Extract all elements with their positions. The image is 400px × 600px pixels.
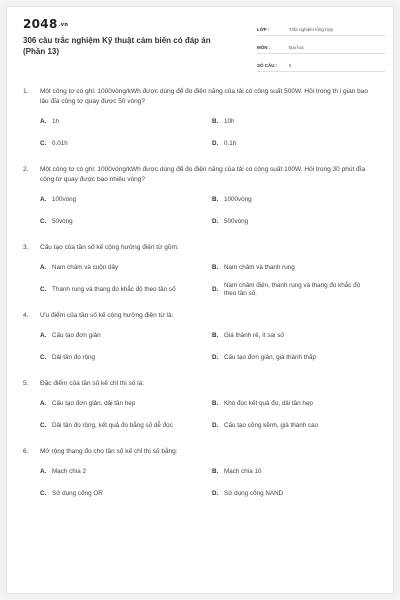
option-letter: C. xyxy=(40,489,47,497)
question-item xyxy=(23,379,393,435)
option-letter: A. xyxy=(40,117,47,125)
option-letter: D. xyxy=(212,421,219,429)
meta-key: SỐ CÂU : xyxy=(257,63,278,68)
option-letter: D. xyxy=(212,139,219,147)
logo-main: 2048 xyxy=(23,17,58,31)
logo-suffix: .vn xyxy=(58,22,69,28)
answer-options xyxy=(40,259,393,299)
question-text: Một công tơ có ghi: 1000vòng/kWh được dùng để đo điện năng của tải có công suất 500W. Hỏi trong th i gian bao lâu đĩa công tơ quay được 50 vòng? xyxy=(40,88,368,105)
answer-option-d[interactable] xyxy=(212,417,384,435)
option-letter: D. xyxy=(212,489,219,497)
answer-option-c[interactable] xyxy=(40,349,212,367)
option-text: Nam châm điện, thanh rung và thang đo khắc độ theo tần số. xyxy=(224,281,361,297)
meta-row-class xyxy=(257,21,385,36)
document-title: 306 câu trắc nghiệm Kỹ thuật cảm biến có đáp án (Phần 13) xyxy=(23,36,211,56)
answer-option-c[interactable] xyxy=(40,281,212,299)
answer-option-b[interactable] xyxy=(212,463,384,481)
answer-option-d[interactable] xyxy=(212,281,384,299)
option-text: Sử dụng cổng NAND xyxy=(224,489,284,497)
option-text: Giá thành rẻ, ít sai số xyxy=(224,331,284,339)
option-text: Sử dụng cổng OR xyxy=(52,489,103,497)
option-text: Cấu tạo đơn giản xyxy=(52,331,101,339)
question-item xyxy=(23,243,393,299)
meta-value: Đại học xyxy=(289,45,305,50)
option-letter: C. xyxy=(40,421,47,429)
question-text: Ưu điểm của tần số kế cộng hưởng điện từ là: xyxy=(40,312,174,319)
option-letter: C. xyxy=(40,353,47,361)
option-letter: A. xyxy=(40,331,47,339)
option-text: 50vòng xyxy=(52,217,73,225)
answer-option-b[interactable] xyxy=(212,191,384,209)
option-letter: D. xyxy=(212,217,219,225)
answer-option-b[interactable] xyxy=(212,113,384,131)
question-number: 4. xyxy=(23,312,29,319)
answer-options xyxy=(40,327,393,367)
option-letter: A. xyxy=(40,195,47,203)
answer-options xyxy=(40,395,393,435)
option-text: Khó đọc kết quả đo, dải tần hẹp xyxy=(224,399,313,407)
answer-option-a[interactable] xyxy=(40,259,212,277)
option-text: 1000vòng xyxy=(224,195,252,203)
answer-option-a[interactable] xyxy=(40,191,212,209)
question-text: Cấu tạo của tần số kế cộng hưởng điện từ gồm: xyxy=(40,244,179,251)
option-letter: D. xyxy=(212,353,219,361)
answer-option-d[interactable] xyxy=(212,213,384,231)
option-letter: C. xyxy=(40,139,47,147)
option-text: Dải tần đo rộng, kết quả đo bằng số dễ đọc xyxy=(52,421,173,429)
option-text: 1h xyxy=(52,117,60,125)
answer-option-b[interactable] xyxy=(212,259,384,277)
question-number: 6. xyxy=(23,448,29,455)
question-item xyxy=(23,165,393,231)
answer-option-a[interactable] xyxy=(40,113,212,131)
option-text: Thanh rung và thang đo khắc độ theo tần số xyxy=(52,285,176,293)
question-number: 3. xyxy=(23,244,29,251)
option-text: Dải tần đo rộng xyxy=(52,353,96,361)
question-number: 5. xyxy=(23,380,29,387)
answer-option-d[interactable] xyxy=(212,135,384,153)
question-item xyxy=(23,311,393,367)
question-item xyxy=(23,447,393,503)
answer-option-d[interactable] xyxy=(212,485,384,503)
option-letter: B. xyxy=(212,195,219,203)
option-letter: B. xyxy=(212,117,219,125)
option-letter: B. xyxy=(212,331,219,339)
option-text: Cấu tạo cồng kềnh, giá thành cao xyxy=(224,421,319,429)
answer-options xyxy=(40,191,393,231)
answer-option-c[interactable] xyxy=(40,213,212,231)
option-letter: B. xyxy=(212,263,219,271)
option-letter: B. xyxy=(212,467,219,475)
question-text: Đặc điểm của tần số kế chỉ thị số là: xyxy=(40,380,145,387)
question-number: 1. xyxy=(23,88,29,95)
meta-key: LỚP : xyxy=(257,27,270,32)
answer-option-b[interactable] xyxy=(212,327,384,345)
meta-key: MÔN : xyxy=(257,45,271,50)
option-letter: C. xyxy=(40,217,47,225)
answer-option-a[interactable] xyxy=(40,327,212,345)
meta-value: 6 xyxy=(289,63,292,68)
answer-option-b[interactable] xyxy=(212,395,384,413)
question-text: Mở rộng thang đo cho tần số kế chỉ thị số bằng: xyxy=(40,448,178,455)
answer-option-c[interactable] xyxy=(40,417,212,435)
option-text: Nam châm và thanh rung xyxy=(224,263,295,271)
option-text: 0.01h xyxy=(52,139,68,147)
option-letter: A. xyxy=(40,467,47,475)
question-item xyxy=(23,87,393,153)
option-text: Cấu tạo đơn giản, dải tần hẹp xyxy=(52,399,136,407)
option-text: Nam châm và cuộn dây xyxy=(52,263,119,271)
answer-option-a[interactable] xyxy=(40,395,212,413)
answer-options xyxy=(40,463,393,503)
meta-row-count xyxy=(257,57,385,72)
option-letter: A. xyxy=(40,263,47,271)
option-text: Cấu tạo đơn giản, giá thành thấp xyxy=(224,353,317,361)
answer-option-c[interactable] xyxy=(40,135,212,153)
document-page xyxy=(6,6,394,594)
question-list xyxy=(7,75,393,503)
answer-options xyxy=(40,113,393,153)
option-text: 500vòng xyxy=(224,217,249,225)
meta-row-subject xyxy=(257,39,385,54)
question-number: 2. xyxy=(23,166,29,173)
option-text: 10h xyxy=(224,117,235,125)
option-text: Mạch chia 10 xyxy=(224,467,262,475)
option-letter: C. xyxy=(40,285,47,293)
answer-option-c[interactable] xyxy=(40,485,212,503)
option-letter: D. xyxy=(212,285,219,293)
meta-value: Trắc nghiệm tổng hợp xyxy=(289,27,334,32)
option-text: 0.1h xyxy=(224,139,237,147)
document-header xyxy=(7,7,393,75)
option-letter: B. xyxy=(212,399,219,407)
option-letter: A. xyxy=(40,399,47,407)
option-text: Mạch chia 2 xyxy=(52,467,86,475)
meta-info xyxy=(257,21,385,72)
answer-option-d[interactable] xyxy=(212,349,384,367)
answer-option-a[interactable] xyxy=(40,463,212,481)
question-text: Một công tơ có ghi: 1000vòng/kWh được dùng để đo điện năng của tải có công suất 100W. Hỏi trong 30 phút đĩa công tơ quay được bao nhiêu vòng? xyxy=(40,166,366,183)
option-text: 100vòng xyxy=(52,195,77,203)
